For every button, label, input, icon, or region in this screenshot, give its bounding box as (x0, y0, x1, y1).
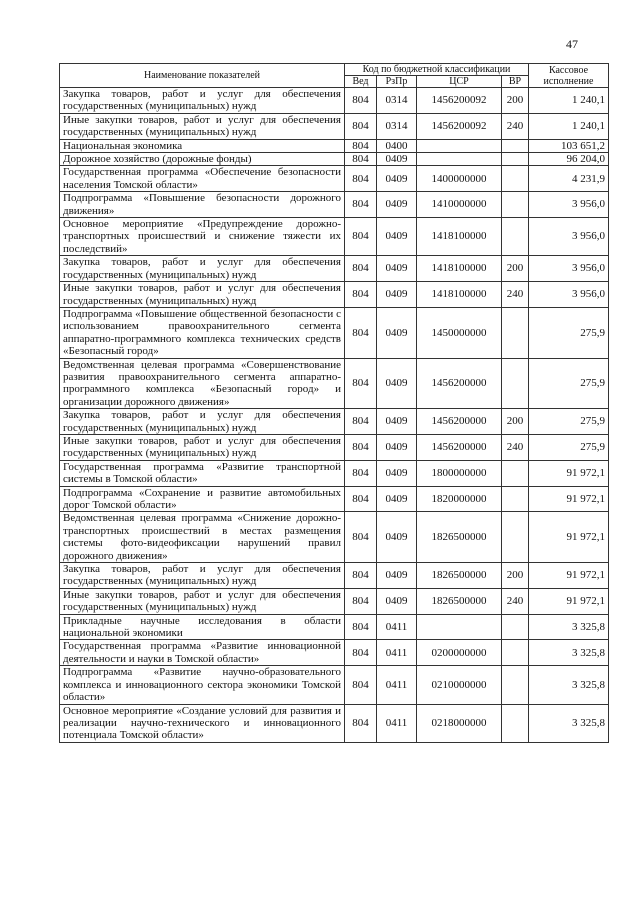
header-csr: ЦСР (417, 76, 502, 88)
row-amount: 3 956,0 (529, 282, 609, 308)
row-name: Ведомственная целевая программа «Снижение дорожно-транспортных происшествий в местах размещения системы фото-видеофиксации нарушений правил дорожного движения» (60, 512, 345, 563)
row-amount: 3 325,8 (529, 640, 609, 666)
header-amount: Кассовое исполнение (529, 64, 609, 88)
row-name: Дорожное хозяйство (дорожные фонды) (60, 153, 345, 166)
row-ved: 804 (345, 113, 377, 139)
table-row (60, 460, 609, 486)
row-amount: 275,9 (529, 409, 609, 435)
table-row (60, 88, 609, 114)
table-row (60, 563, 609, 589)
row-name: Подпрограмма «Развитие научно-образовательного комплекса и инновационного сектора экономики Томской области» (60, 666, 345, 704)
row-vr (502, 192, 529, 218)
row-name: Иные закупки товаров, работ и услуг для обеспечения государственных (муниципальных) нужд (60, 113, 345, 139)
row-amount: 275,9 (529, 307, 609, 358)
row-rzpr: 0409 (377, 358, 417, 409)
table-row (60, 588, 609, 614)
row-vr: 240 (502, 434, 529, 460)
row-ved: 804 (345, 460, 377, 486)
row-vr (502, 640, 529, 666)
row-ved: 804 (345, 614, 377, 640)
row-csr: 1418100000 (417, 282, 502, 308)
row-rzpr: 0409 (377, 588, 417, 614)
row-csr: 1826500000 (417, 512, 502, 563)
row-vr: 200 (502, 256, 529, 282)
row-name: Основное мероприятие «Создание условий для развития и реализации научно-технического и инновационного потенциала Томской области» (60, 704, 345, 742)
row-rzpr: 0409 (377, 153, 417, 166)
row-rzpr: 0411 (377, 666, 417, 704)
row-csr: 1456200092 (417, 88, 502, 114)
budget-table (59, 63, 609, 743)
row-rzpr: 0400 (377, 139, 417, 152)
row-ved: 804 (345, 434, 377, 460)
row-name: Закупка товаров, работ и услуг для обеспечения государственных (муниципальных) нужд (60, 409, 345, 435)
row-amount: 91 972,1 (529, 486, 609, 512)
table-row (60, 434, 609, 460)
row-rzpr: 0409 (377, 460, 417, 486)
row-ved: 804 (345, 512, 377, 563)
row-rzpr: 0409 (377, 512, 417, 563)
row-vr: 200 (502, 409, 529, 435)
row-ved: 804 (345, 409, 377, 435)
row-ved: 804 (345, 192, 377, 218)
header-row-1 (60, 64, 609, 76)
row-amount: 1 240,1 (529, 113, 609, 139)
row-csr (417, 614, 502, 640)
row-rzpr: 0314 (377, 88, 417, 114)
row-amount: 96 204,0 (529, 153, 609, 166)
row-amount: 3 325,8 (529, 614, 609, 640)
row-vr (502, 486, 529, 512)
table-row (60, 139, 609, 152)
row-vr (502, 153, 529, 166)
row-amount: 3 956,0 (529, 192, 609, 218)
row-rzpr: 0409 (377, 409, 417, 435)
row-vr (502, 166, 529, 192)
row-csr: 0210000000 (417, 666, 502, 704)
row-csr: 1826500000 (417, 588, 502, 614)
table-row (60, 409, 609, 435)
row-name: Закупка товаров, работ и услуг для обеспечения государственных (муниципальных) нужд (60, 88, 345, 114)
row-name: Подпрограмма «Повышение безопасности дорожного движения» (60, 192, 345, 218)
row-rzpr: 0409 (377, 192, 417, 218)
row-ved: 804 (345, 563, 377, 589)
row-amount: 3 956,0 (529, 218, 609, 256)
row-name: Закупка товаров, работ и услуг для обеспечения государственных (муниципальных) нужд (60, 256, 345, 282)
row-name: Иные закупки товаров, работ и услуг для обеспечения государственных (муниципальных) нужд (60, 282, 345, 308)
table-row (60, 166, 609, 192)
row-vr (502, 358, 529, 409)
row-ved: 804 (345, 307, 377, 358)
row-csr (417, 153, 502, 166)
row-rzpr: 0411 (377, 640, 417, 666)
row-csr: 1418100000 (417, 256, 502, 282)
row-csr: 1456200000 (417, 434, 502, 460)
header-name: Наименование показателей (60, 64, 345, 88)
table-row (60, 614, 609, 640)
row-name: Ведомственная целевая программа «Совершенствование развития правоохранительного сегмента аппаратно-программного комплекса «Безопасный город» и организации дорожного движения» (60, 358, 345, 409)
row-rzpr: 0409 (377, 307, 417, 358)
row-rzpr: 0409 (377, 563, 417, 589)
row-vr: 240 (502, 282, 529, 308)
row-ved: 804 (345, 166, 377, 192)
row-ved: 804 (345, 256, 377, 282)
row-csr: 1456200000 (417, 358, 502, 409)
row-csr: 1820000000 (417, 486, 502, 512)
row-rzpr: 0411 (377, 614, 417, 640)
table-row (60, 153, 609, 166)
table-row (60, 640, 609, 666)
row-csr: 1410000000 (417, 192, 502, 218)
row-name: Иные закупки товаров, работ и услуг для обеспечения государственных (муниципальных) нужд (60, 588, 345, 614)
table-row (60, 512, 609, 563)
row-vr: 200 (502, 88, 529, 114)
row-ved: 804 (345, 139, 377, 152)
page-number: 47 (566, 37, 578, 51)
row-vr: 200 (502, 563, 529, 589)
row-amount: 91 972,1 (529, 588, 609, 614)
table-row (60, 486, 609, 512)
row-rzpr: 0409 (377, 434, 417, 460)
row-vr: 240 (502, 588, 529, 614)
row-ved: 804 (345, 282, 377, 308)
row-vr (502, 139, 529, 152)
header-rzpr: РзПр (377, 76, 417, 88)
table-row (60, 282, 609, 308)
row-ved: 804 (345, 358, 377, 409)
row-name: Национальная экономика (60, 139, 345, 152)
row-amount: 3 956,0 (529, 256, 609, 282)
row-rzpr: 0409 (377, 486, 417, 512)
row-name: Подпрограмма «Повышение общественной безопасности с использованием правоохранительного сегмента аппаратно-программного комплекса технических средств «Безопасный город» (60, 307, 345, 358)
header-code-group: Код по бюджетной классификации (345, 64, 529, 76)
row-ved: 804 (345, 588, 377, 614)
table-row (60, 218, 609, 256)
row-amount: 91 972,1 (529, 512, 609, 563)
row-rzpr: 0409 (377, 166, 417, 192)
row-csr: 1800000000 (417, 460, 502, 486)
row-amount: 103 651,2 (529, 139, 609, 152)
row-ved: 804 (345, 486, 377, 512)
row-vr (502, 307, 529, 358)
row-csr: 1826500000 (417, 563, 502, 589)
row-rzpr: 0314 (377, 113, 417, 139)
row-csr: 0218000000 (417, 704, 502, 742)
row-vr (502, 666, 529, 704)
row-vr (502, 614, 529, 640)
table-row (60, 666, 609, 704)
row-amount: 1 240,1 (529, 88, 609, 114)
row-amount: 3 325,8 (529, 666, 609, 704)
row-csr: 1450000000 (417, 307, 502, 358)
header-vr: ВР (502, 76, 529, 88)
row-vr (502, 218, 529, 256)
row-rzpr: 0411 (377, 704, 417, 742)
row-csr: 1400000000 (417, 166, 502, 192)
table-row (60, 704, 609, 742)
row-vr: 240 (502, 113, 529, 139)
row-vr (502, 704, 529, 742)
row-ved: 804 (345, 666, 377, 704)
row-ved: 804 (345, 704, 377, 742)
row-name: Подпрограмма «Сохранение и развитие автомобильных дорог Томской области» (60, 486, 345, 512)
row-amount: 275,9 (529, 434, 609, 460)
row-amount: 275,9 (529, 358, 609, 409)
table-row (60, 358, 609, 409)
row-csr: 1418100000 (417, 218, 502, 256)
row-name: Прикладные научные исследования в области национальной экономики (60, 614, 345, 640)
row-csr: 1456200092 (417, 113, 502, 139)
row-name: Основное мероприятие «Предупреждение дорожно-транспортных происшествий и снижение тяжести их последствий» (60, 218, 345, 256)
row-amount: 4 231,9 (529, 166, 609, 192)
row-vr (502, 512, 529, 563)
row-name: Государственная программа «Обеспечение безопасности населения Томской области» (60, 166, 345, 192)
row-name: Государственная программа «Развитие инновационной деятельности и науки в Томской области» (60, 640, 345, 666)
row-ved: 804 (345, 88, 377, 114)
row-ved: 804 (345, 218, 377, 256)
row-amount: 3 325,8 (529, 704, 609, 742)
row-rzpr: 0409 (377, 218, 417, 256)
table-row (60, 256, 609, 282)
row-name: Государственная программа «Развитие транспортной системы в Томской области» (60, 460, 345, 486)
row-csr: 1456200000 (417, 409, 502, 435)
header-ved: Вед (345, 76, 377, 88)
table-row (60, 307, 609, 358)
row-csr: 0200000000 (417, 640, 502, 666)
row-name: Иные закупки товаров, работ и услуг для обеспечения государственных (муниципальных) нужд (60, 434, 345, 460)
row-rzpr: 0409 (377, 282, 417, 308)
row-csr (417, 139, 502, 152)
row-rzpr: 0409 (377, 256, 417, 282)
row-amount: 91 972,1 (529, 563, 609, 589)
row-amount: 91 972,1 (529, 460, 609, 486)
row-vr (502, 460, 529, 486)
row-ved: 804 (345, 153, 377, 166)
row-name: Закупка товаров, работ и услуг для обеспечения государственных (муниципальных) нужд (60, 563, 345, 589)
table-row (60, 192, 609, 218)
table-row (60, 113, 609, 139)
row-ved: 804 (345, 640, 377, 666)
